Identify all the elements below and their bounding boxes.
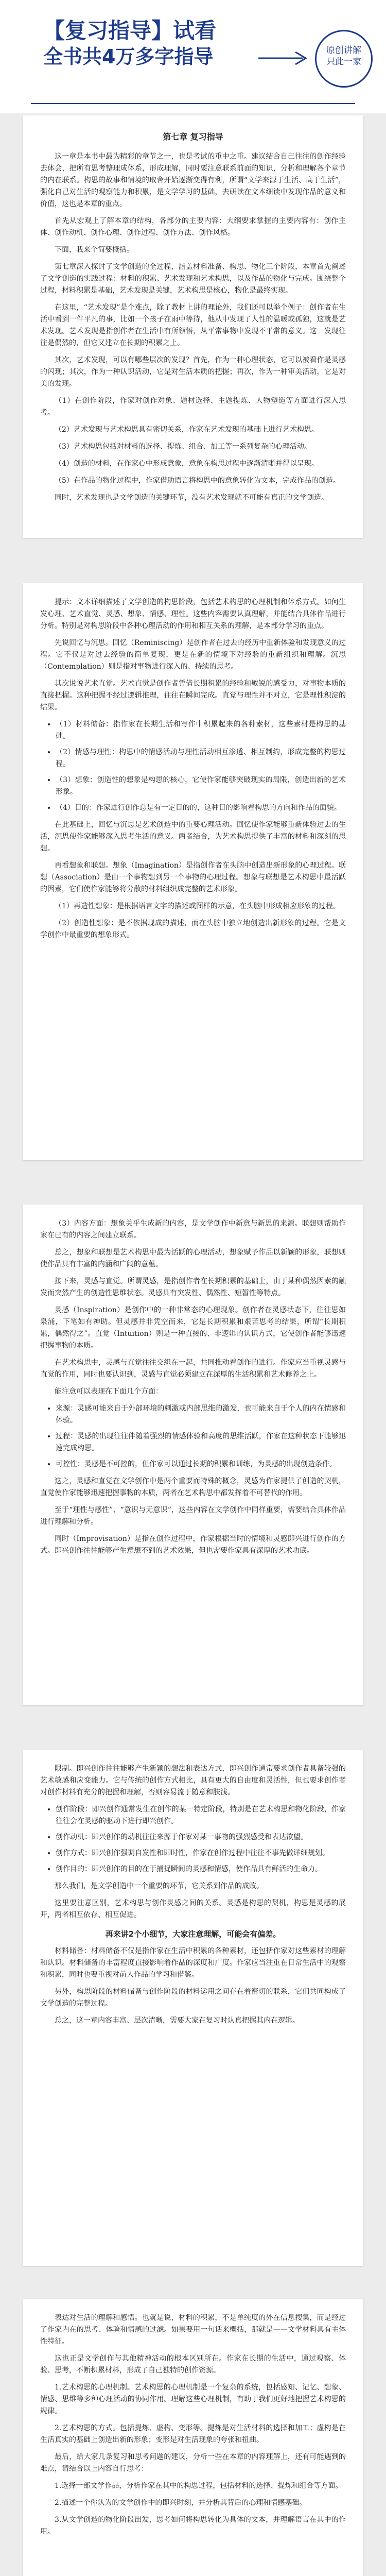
list-item: • （1）材料储备：指作家在长期生活和写作中积累起来的各种素材，这些素材是构思的基础。 bbox=[56, 719, 346, 742]
chapter-title: 第七章 复习指导 bbox=[163, 132, 223, 142]
bullet-list bbox=[40, 1403, 346, 1470]
paragraph: 2.描述一个你认为的文学创作中的即兴时刻，并分析其背后的心理和情感基础。 bbox=[55, 2499, 307, 2507]
paragraph: 1.艺术构思的心理机制。艺术构思的心理机制是一个复杂的系统，包括感知、记忆、想象、情感、思维等多种心理活动的协同作用。理解这些心理机制，有助于我们更好地把握艺术构思的规律。 bbox=[40, 2383, 346, 2415]
bullet-list bbox=[40, 719, 346, 814]
original-badge bbox=[315, 30, 373, 88]
paragraph: 下面，我来个简要概括。 bbox=[55, 246, 134, 254]
paragraph: 那么我们，是文学创造中一个重要的环节，它关系到作品的成败。 bbox=[55, 1882, 264, 1890]
page-header bbox=[0, 0, 386, 113]
paragraph: 接下来，灵感与直觉。所谓灵感，是指创作者在长期积累的基础上，由于某种偶然因素的触发而突然产生的创造性思维状态。灵感具有突发性、偶然性、短暂性等特点。 bbox=[40, 1277, 346, 1297]
list-item: • 创作目的：即兴创作的目的在于捕捉瞬间的灵感和情感，使作品具有鲜活的生命力。 bbox=[56, 1863, 346, 1875]
paragraph: 同时（Improvisation）是指在创作过程中，作家根据当时的情境和灵感即兴进行创作的方式。即兴创作往往能够产生意想不到的艺术效果，但也需要作家具有深厚的艺术功底。 bbox=[40, 1535, 346, 1555]
paragraph: 在此基础上，回忆与沉思是艺术创造中的重要心理活动。回忆使作家能够重新体验过去的生活，沉思使作家能够深入思考生活的意义。两者结合，为艺术构思提供了丰富的材料和深刻的思想。 bbox=[40, 821, 346, 853]
paragraph: （3）内容方面：想象关乎生成新的内容，是文学创作中新意与新思的来源。联想则帮助作家在已有的内容之间建立联系。 bbox=[40, 1219, 346, 1240]
paragraph: 表达对生活的理解和感悟。也就是说，材料的积累，不是单纯度的外在信息搜集，而是经过了作家内在的思考、体验和情感的过滤。如果要用一句话来概括，那就是——文学材料具有主体性特征。 bbox=[40, 2314, 346, 2346]
paragraph: 提示：文本详细描述了文学创造的构思阶段，包括艺术构思的心理机制和体系方式。如何生发心理、艺术直觉、灵感、想象、情感、理性。这些内容需要认真理解，并能结合具体作品进行分析。特别是对构思阶段中各种心理活动的作用和相互关系的理解，是本部分学习的重点。 bbox=[40, 598, 346, 630]
header-divider bbox=[31, 103, 355, 104]
paragraph: 在这里，“艺术发现”是个难点，除了教材上讲的理论外，我们还可以举个例子：创作者在生活中看到一件平凡的事，比如一个孩子在雨中等待，他从中发现了人性的温暖或孤独，这就是艺术发现。艺术发现是指创作者在生活中有所领悟，从平常事物中发现不平常的意义。这一发现往往是偶然的，但它又建立在长期的积累之上。 bbox=[40, 303, 346, 347]
paragraph: （2）创造性想象：是不依据现成的描述，而在头脑中独立地创造出新形象的过程。它是文学创作中最重要的想象形式。 bbox=[40, 919, 346, 939]
paragraph: 3.从文学创造的物化阶段出发，思考如何将构思转化为具体的文本，并理解语言在其中的作用。 bbox=[40, 2516, 346, 2536]
paragraph: 能注意可以表现在下面几个方面： bbox=[55, 1387, 163, 1396]
paragraph: 其次说说艺术直觉。艺术直觉是创作者凭借长期积累的经验和敏锐的感受力，对事物本质的直接把握。这种把握不经过逻辑推理，往往在瞬间完成。直觉与理性并不对立，它是理性积淀的结果。 bbox=[40, 680, 346, 711]
paragraph: 这之，灵感和直觉在文学创作中是两个重要而特殊的概念，灵感为作家提供了创造的契机，直觉使作家能够迅速把握事物的本质，两者在艺术构思中都发挥着不可替代的作用。 bbox=[40, 1477, 346, 1497]
paragraph: 再看想象和联想。想象（Imagination）是指创作者在头脑中创造出新形象的心理过程。联想（Association）是由一个事物想到另一个事物的心理过程。想象与联想是艺术构思中最活跃的因素，它们使作家能够将分散的材料组织成完整的艺术形象。 bbox=[40, 861, 346, 893]
paragraph: 灵感（Inspiration）是创作中的一种非常态的心理现象。创作者在灵感状态下，往往思如泉涌，下笔如有神助。但灵感并非凭空而来，它是长期积累和艰苦思考的结果，所谓“长期积累，偶然得之”。直觉（Intuition）则是一种直接的、非逻辑的认识方式，它使创作者能够迅速把握事物的本质。 bbox=[40, 1306, 346, 1350]
brand-subtitle: 全书共4万多字指导 bbox=[43, 45, 214, 68]
paragraph: 2.艺术构思的方式。包括提炼、虚构、变形等。提炼是对生活材料的选择和加工；虚构是在生活真实的基础上创造出新的形象；变形是对生活现象的夸张和扭曲。 bbox=[40, 2424, 346, 2444]
list-item: • （3）想象：创造性的想象是构思的核心，它使作家能够突破现实的局限，创造出新的艺术形象。 bbox=[56, 774, 346, 798]
paragraph: 第七章深入探讨了文学创造的全过程，涵盖材料准备、构思、物化三个阶段，本章首先阐述了文学创造的实践过程：材料的积累、艺术发现和艺术构思，以及作品的物化与完成。围绕整个过程，材料积累是基础，艺术发现是关键，艺术构思是核心，物化是最终实现。 bbox=[40, 263, 346, 295]
paragraph: 这里要注意区别，艺术构思与创作灵感之间的关系。灵感是构思的契机，构思是灵感的展开，两者相互依存、相互促进。 bbox=[40, 1899, 346, 1919]
document-page-3 bbox=[23, 1205, 363, 1705]
document-page-4 bbox=[23, 1750, 363, 2266]
paragraph: 另外，构思阶段的材料储备与创作阶段的材料运用之间存在着密切的联系，它们共同构成了文学创造的完整过程。 bbox=[40, 1988, 346, 2008]
paragraph: 首先从宏观上了解本章的结构，各部分的主要内容：大纲要求掌握的主要内容有：创作主体、创作动机、创作心理、创作过程、创作方法、创作风格。 bbox=[40, 217, 346, 237]
badge-line-2: 只此一家 bbox=[326, 57, 361, 67]
list-item: • 创作方式：即兴创作强调自发性和即时性，作家在创作过程中往往不事先做详细规划。 bbox=[56, 1848, 346, 1859]
paragraph: 至于“理性与感性”、“意识与无意识”，这些内容在文学创作中同样重要，需要结合具体作品进行理解和分析。 bbox=[40, 1506, 346, 1526]
list-item: • 可控性：灵感是不可控的，但作家可以通过长期的积累和训练，为灵感的出现创造条件。 bbox=[56, 1459, 346, 1470]
arrow-right-icon bbox=[257, 50, 309, 66]
badge-line-1: 原创讲解 bbox=[326, 45, 361, 56]
paragraph: 这也正是文学创作与其他精神活动的根本区别所在。作家在长期的生活中，通过观察、体验、思考，不断积累材料，形成了自己独特的创作资源。 bbox=[40, 2354, 346, 2375]
paragraph: 先说回忆与沉思。回忆（Reminiscing）是创作者在过去的经历中重新体验和发现意义的过程。它不仅是对过去经验的简单复现，更是在新的情境下对经验的重新组织和理解。沉思（Contemplation）则是指对事物进行深入的、持续的思考。 bbox=[40, 639, 346, 671]
paragraph: （1）再造性想象：是根据语言文字的描述或图样的示意，在头脑中形成相应形象的过程。 bbox=[55, 902, 340, 910]
paragraph: 总之，这一章内容丰富、层次清晰，需要大家在复习时认真把握其内在逻辑。 bbox=[55, 2016, 300, 2025]
paragraph: 在艺术构思中，灵感与直觉往往交织在一起，共同推动着创作的进行。作家应当重视灵感与直觉的作用，同时也要认识到，灵感与直觉必须建立在深厚的生活积累和艺术修养之上。 bbox=[40, 1359, 346, 1379]
paragraph: 这一章是本书中最为精彩的章节之一，也是考试的重中之重。建议结合自己往往的创作经验去体会，把所有思考整理成体系，形成理解，同时要注意联系前面的知识，分析和理解各个章节的内在联系。构思的故事和情境的取舍开始逐渐变得有利，所谓“文学来源于生活、高于生活”，强化自己对生活的观察能力和积累，是文学学习的基础，去研读在文本细读中发现作品的意义和价值，这也是本章的重点。 bbox=[40, 152, 346, 208]
list-item: • 创作阶段：即兴创作通常发生在创作的某一特定阶段，特别是在艺术构思和物化阶段，作家往往会在灵感的驱动下进行即兴创作。 bbox=[56, 1804, 346, 1827]
list-item: • 过程：灵感的出现往往伴随着强烈的情感体验和高度的思维活跃，作家在这种状态下能够迅速完成构思。 bbox=[56, 1431, 346, 1454]
document-page-2 bbox=[23, 583, 363, 1160]
paragraph: （4）创造的材料，在作家心中形成意象，意象在构思过程中逐渐清晰并得以呈现。 bbox=[55, 460, 319, 468]
paragraph: （5）在作品的物化过程中，作家借助语言将构思中的意象转化为文本，完成作品的创造。 bbox=[55, 477, 340, 485]
list-item: • （2）情感与理性：构思中的情感活动与理性活动相互渗透、相互制约，形成完整的构思过程。 bbox=[56, 747, 346, 770]
paragraph: （3）艺术构思包括对材料的选择、提炼、组合、加工等一系列复杂的心理活动。 bbox=[55, 443, 311, 451]
paragraph: 1.选择一部文学作品，分析作家在其中的构思过程，包括材料的选择、提炼和组合等方面。 bbox=[55, 2482, 343, 2490]
list-item: • 创作动机：即兴创作的动机往往来源于作家对某一事物的强烈感受和表达欲望。 bbox=[56, 1832, 346, 1843]
paragraph: 最后，给大家几条复习和思考问题的建议，分析一些在本章的内容理解上，还有可能遇到的难点，请结合以上内容自行思考： bbox=[40, 2453, 346, 2473]
list-item: • （4）目的：作家进行创作总是有一定目的的，这种目的影响着构思的方向和作品的面貌。 bbox=[56, 802, 346, 814]
paragraph: 限制。即兴创作往往能够产生新颖的想法和表达方式，即兴创作通常要求创作者具备较强的艺术敏感和应变能力。它与传统的创作方式相比，具有更大的自由度和灵活性，但也要求创作者对创作材料有充分的把握和理解，否则容易流于随意和肤浅。 bbox=[40, 1765, 346, 1797]
paragraph: （2）艺术发现与艺术构思具有密切关系，作家在艺术发现的基础上进行艺术构思。 bbox=[55, 426, 319, 434]
paragraph: 材料储备：材料储备不仅是指作家在生活中积累的各种素材，还包括作家对这些素材的理解和认识。材料储备的丰富程度直接影响着作品的深度和广度。作家应当注重在日常生活中的观察和积累，同时也要重视对前人作品的学习和借鉴。 bbox=[40, 1947, 346, 1979]
paragraph: （1）在创作阶段，作家对创作对象、题材选择、主题提炼、人物塑造等方面进行深入思考。 bbox=[40, 397, 346, 417]
paragraph: 同时，艺术发现也是文学创造的关键环节，没有艺术发现就不可能有真正的文学创造。 bbox=[55, 494, 328, 502]
section-heading: 再来讲2个小细节，大家注意理解，可能会有偏差。 bbox=[105, 1929, 281, 1939]
document-page-5 bbox=[23, 2299, 363, 2576]
list-item: • 来源：灵感可能来自于外部环境的刺激或内部思维的激发，也可能来自于个人的内在情感和体验。 bbox=[56, 1403, 346, 1427]
brand-title: 【复习指导】试看 bbox=[43, 18, 217, 43]
paragraph: 总之，想象和联想是艺术构思中最为活跃的心理活动，想象赋予作品以新颖的形象，联想则使作品具有丰富的内涵和广阔的意蕴。 bbox=[40, 1248, 346, 1268]
document-page-1 bbox=[23, 115, 363, 538]
paragraph: 其次，艺术发现，可以有哪些层次的发现？首先，作为一种心理状态，它可以被看作是灵感的闪现；其次，作为一种认识活动，它是对生活本质的把握；再次，作为一种审美活动，它是对美的发现。 bbox=[40, 356, 346, 388]
bullet-list bbox=[40, 1804, 346, 1875]
